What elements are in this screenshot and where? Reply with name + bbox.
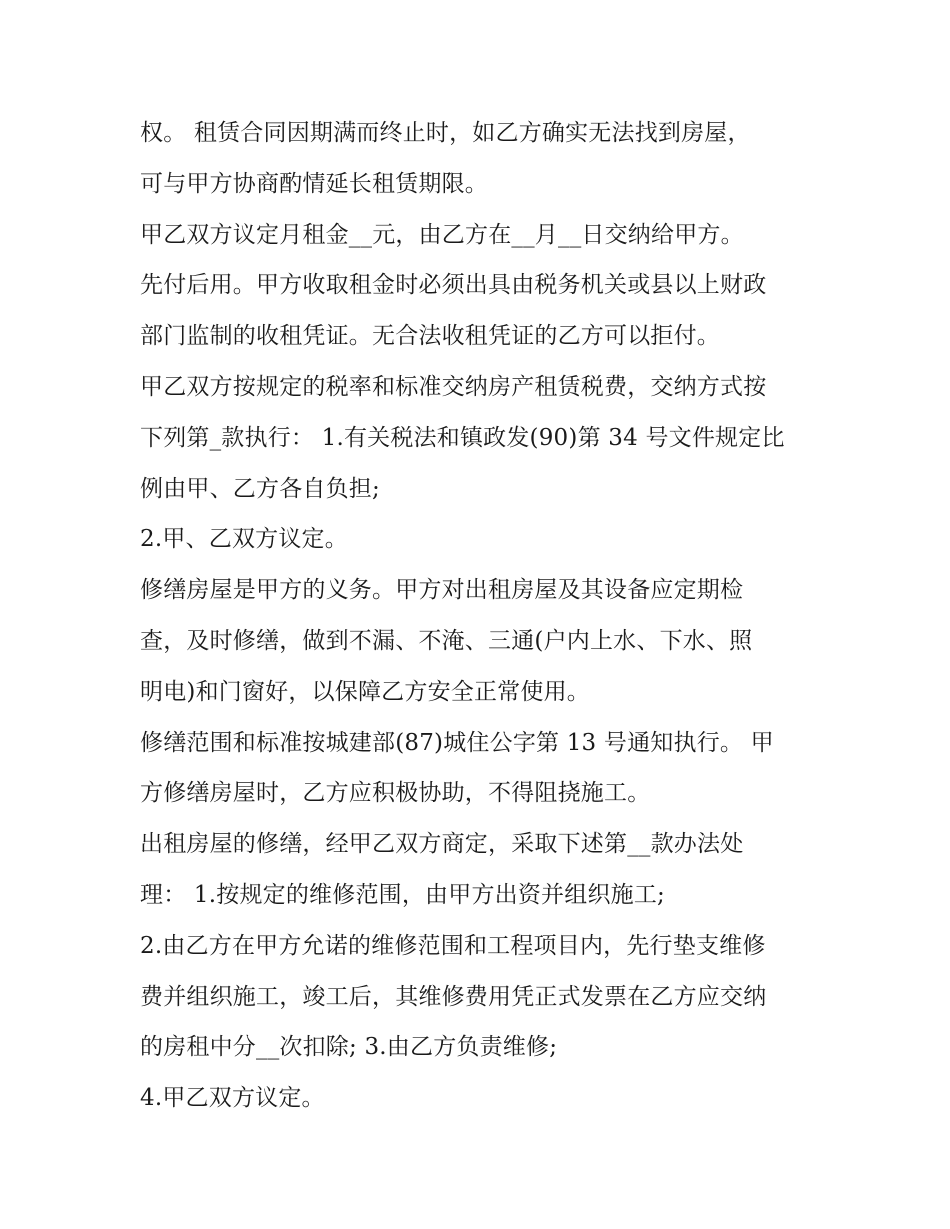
text-line: 查，及时修缮，做到不漏、不淹、三通(户内上水、下水、照 xyxy=(140,627,753,654)
text-line: 出租房屋的修缮，经甲乙双方商定，采取下述第__款办法处 xyxy=(140,831,744,858)
text-line: 可与甲方协商酌情延长租赁期限。 xyxy=(140,170,488,197)
text-line: 2.由乙方在甲方允诺的维修范围和工程项目内，先行垫支维修 xyxy=(140,932,766,959)
text-line: 部门监制的收租凭证。无合法收租凭证的乙方可以拒付。 xyxy=(140,323,720,350)
text-line: 的房租中分__次扣除; 3.由乙方负责维修; xyxy=(140,1034,558,1061)
text-line: 2.甲、乙双方议定。 xyxy=(140,526,348,553)
text-line: 修缮房屋是甲方的义务。甲方对出租房屋及其设备应定期检 xyxy=(140,577,744,604)
text-line: 甲乙双方按规定的税率和标准交纳房产租赁税费，交纳方式按 xyxy=(140,373,767,400)
text-line: 例由甲、乙方各自负担; xyxy=(140,475,380,502)
text-line: 方修缮房屋时，乙方应积极协助，不得阻挠施工。 xyxy=(140,780,651,807)
document-body xyxy=(140,108,825,1124)
text-line: 下列第_款执行： 1.有关税法和镇政发(90)第 34 号文件规定比 xyxy=(140,424,785,451)
text-line: 先付后用。甲方收取租金时必须出具由税务机关或县以上财政 xyxy=(140,272,767,299)
text-line: 费并组织施工，竣工后，其维修费用凭正式发票在乙方应交纳 xyxy=(140,983,767,1010)
text-line: 4.甲乙双方议定。 xyxy=(140,1085,325,1112)
text-line: 理： 1.按规定的维修范围，由甲方出资并组织施工; xyxy=(140,881,666,908)
text-line: 权。 租赁合同因期满而终止时，如乙方确实无法找到房屋， xyxy=(140,120,751,146)
text-line: 甲乙双方议定月租金__元，由乙方在__月__日交纳给甲方。 xyxy=(140,221,744,248)
text-line: 明电)和门窗好，以保障乙方安全正常使用。 xyxy=(140,678,590,705)
text-line: 修缮范围和标准按城建部(87)城住公字第 13 号通知执行。 甲 xyxy=(140,729,774,756)
